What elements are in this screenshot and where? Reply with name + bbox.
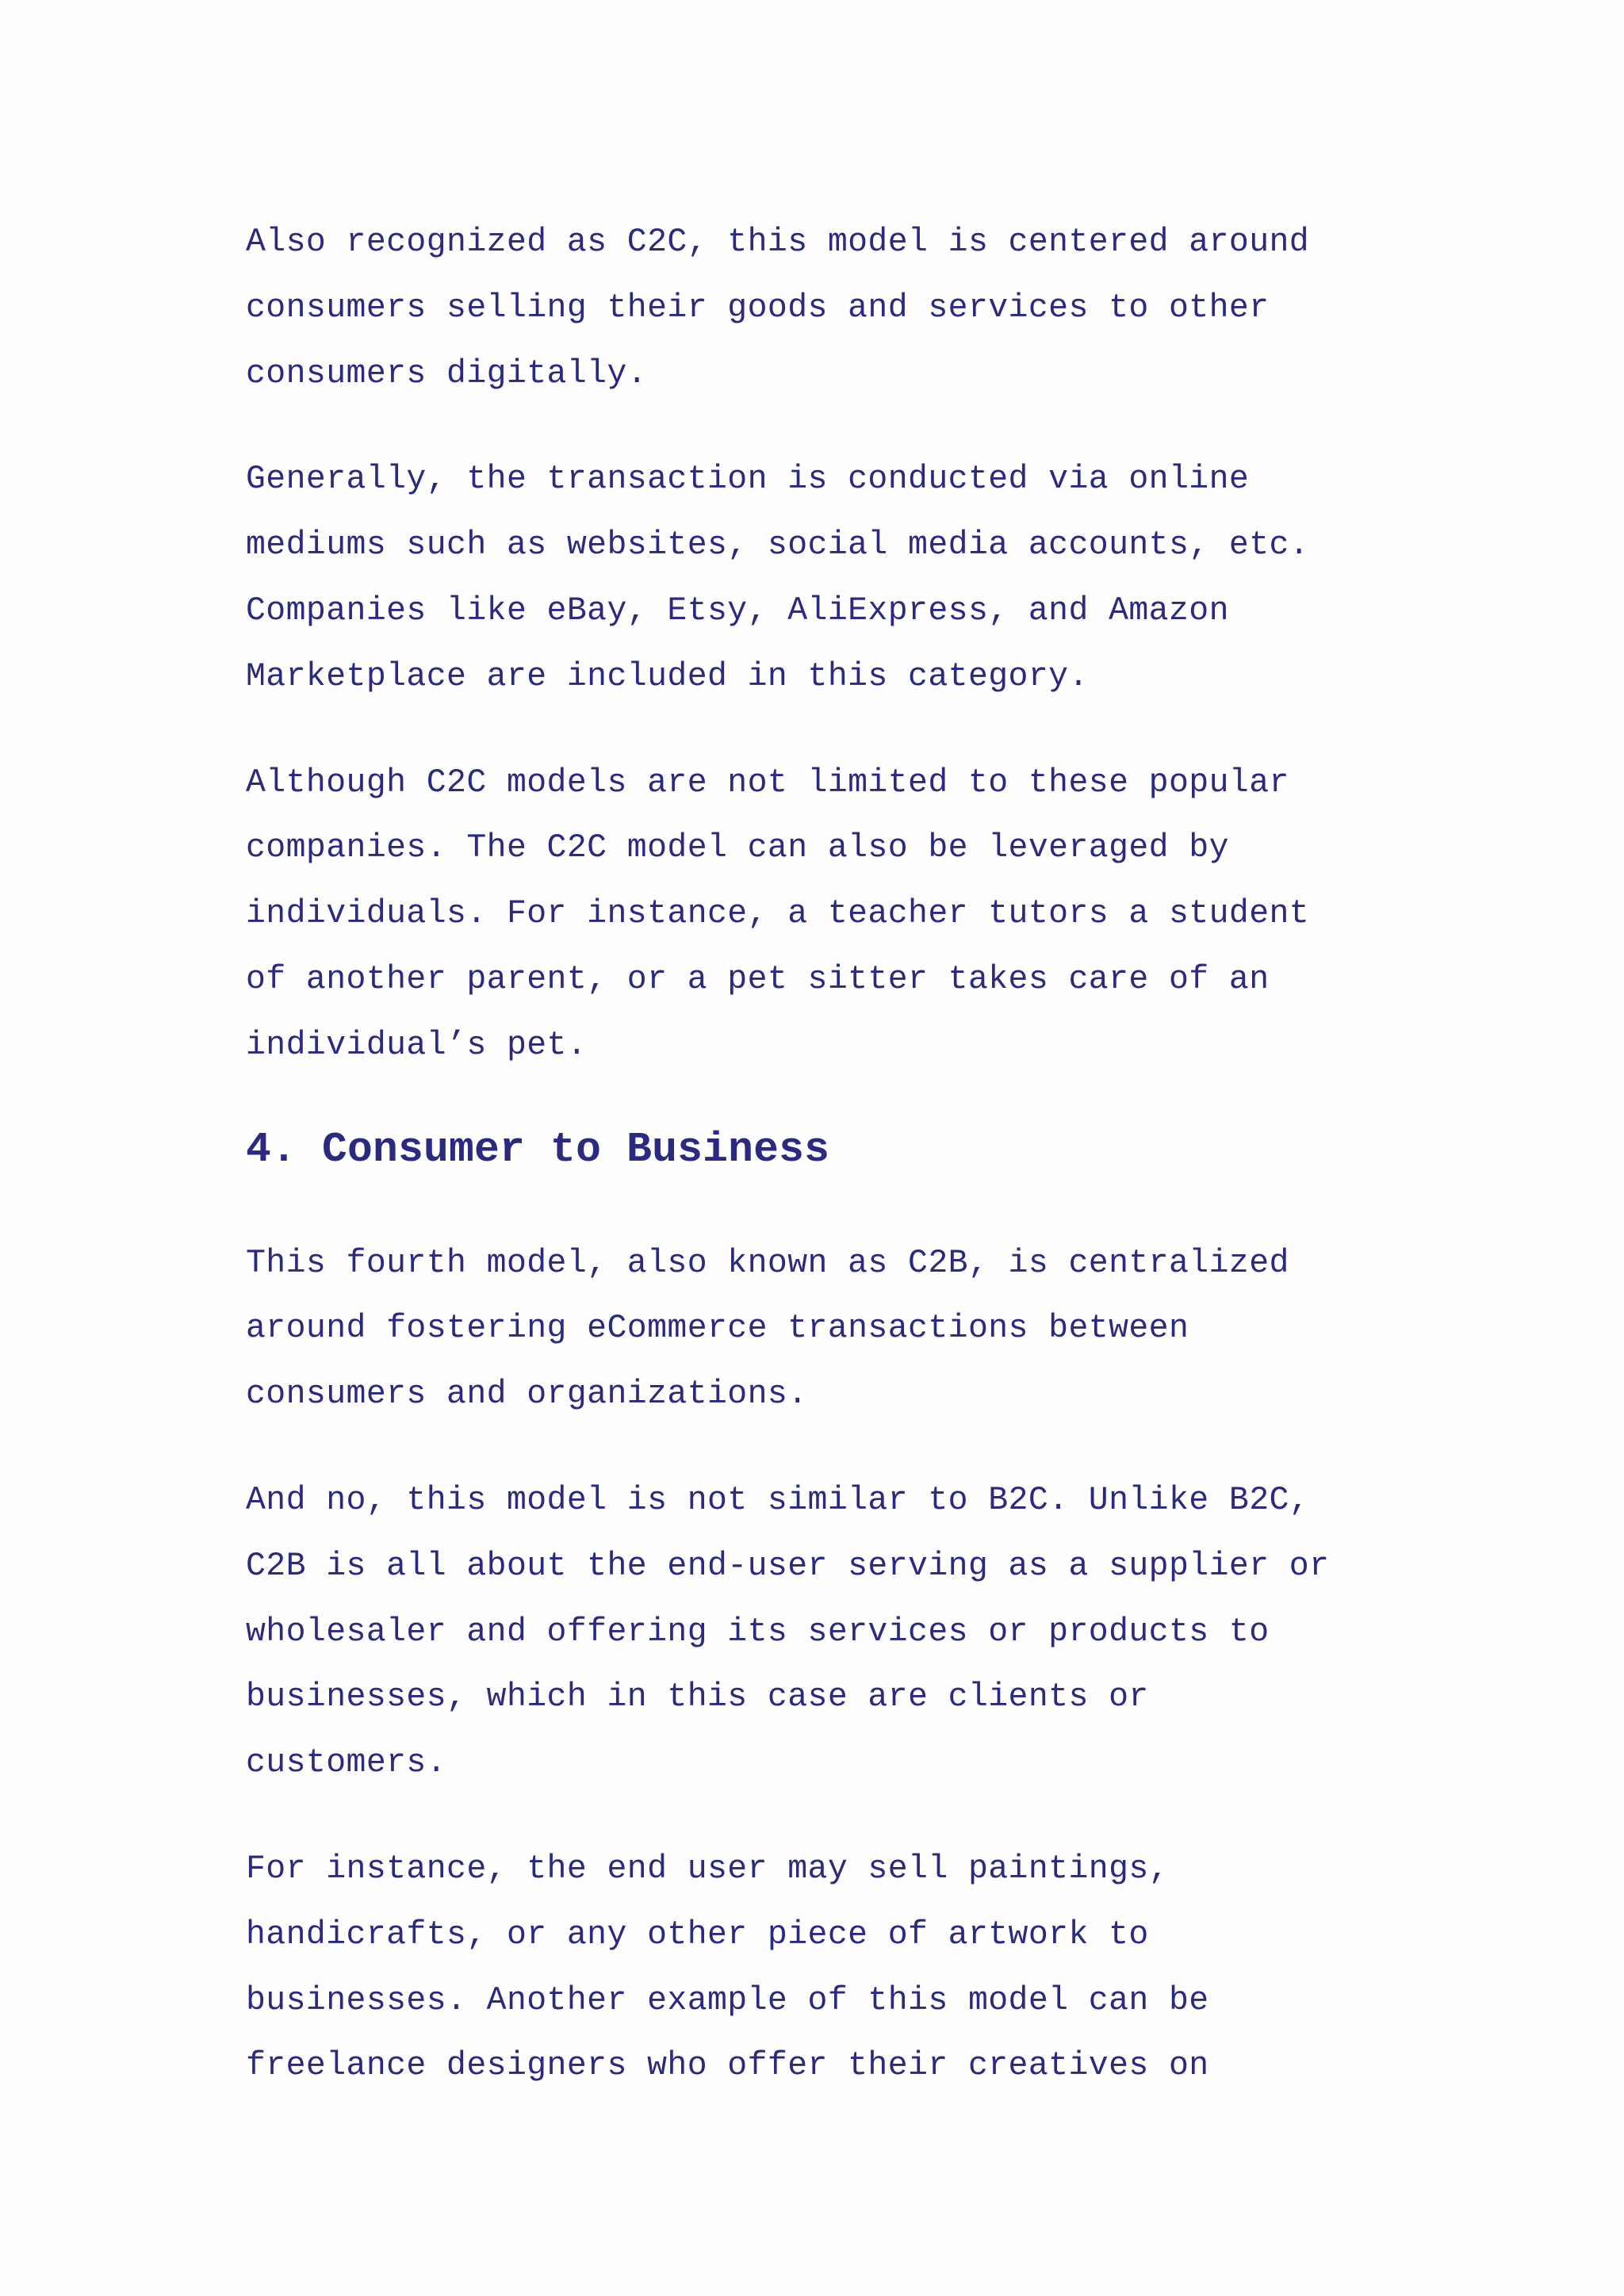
paragraph-c2c-individuals (246, 751, 1388, 1079)
text-line: businesses. Another example of this model can be (246, 1981, 1209, 2019)
text-line: companies. The C2C model can also be leveraged by (246, 829, 1229, 867)
text-line: customers. (246, 1744, 447, 1782)
paragraph-c2b-examples (246, 1837, 1388, 2099)
text-line: around fostering eCommerce transactions between (246, 1310, 1189, 1348)
text-line: Marketplace are included in this category. (246, 657, 1089, 695)
text-line: wholesaler and offering its services or products to (246, 1613, 1270, 1651)
text-line: Also recognized as C2C, this model is centered around (246, 224, 1310, 261)
text-line: C2B is all about the end-user serving as a supplier or (246, 1547, 1330, 1585)
text-line: handicrafts, or any other piece of artwork to (246, 1915, 1149, 1954)
document-body (246, 210, 1388, 2140)
text-line: businesses, which in this case are clients or (246, 1678, 1149, 1716)
text-line: For instance, the end user may sell paintings, (246, 1850, 1169, 1888)
text-line: mediums such as websites, social media accounts, etc. (246, 526, 1310, 564)
paragraph-c2c-intro (246, 210, 1388, 407)
paragraph-c2b-vs-b2c (246, 1468, 1388, 1797)
paragraph-c2b-intro (246, 1231, 1388, 1428)
text-line: This fourth model, also known as C2B, is centralized (246, 1244, 1289, 1282)
text-line: And no, this model is not similar to B2C. Unlike B2C, (246, 1481, 1310, 1519)
text-line: Companies like eBay, Etsy, AliExpress, and Amazon (246, 591, 1229, 629)
text-line: freelance designers who offer their creatives on (246, 2047, 1209, 2085)
text-line: individual’s pet. (246, 1026, 588, 1064)
text-line: individuals. For instance, a teacher tutors a student (246, 895, 1310, 933)
text-line: consumers selling their goods and services to other (246, 289, 1270, 327)
text-line: consumers digitally. (246, 354, 648, 392)
paragraph-c2c-transactions (246, 447, 1388, 710)
text-line: Although C2C models are not limited to these popular (246, 763, 1289, 802)
text-line: consumers and organizations. (246, 1376, 808, 1414)
text-line: of another parent, or a pet sitter takes care of an (246, 960, 1270, 998)
text-line: Generally, the transaction is conducted via online (246, 461, 1250, 499)
section-heading: 4. Consumer to Business (246, 1125, 830, 1173)
